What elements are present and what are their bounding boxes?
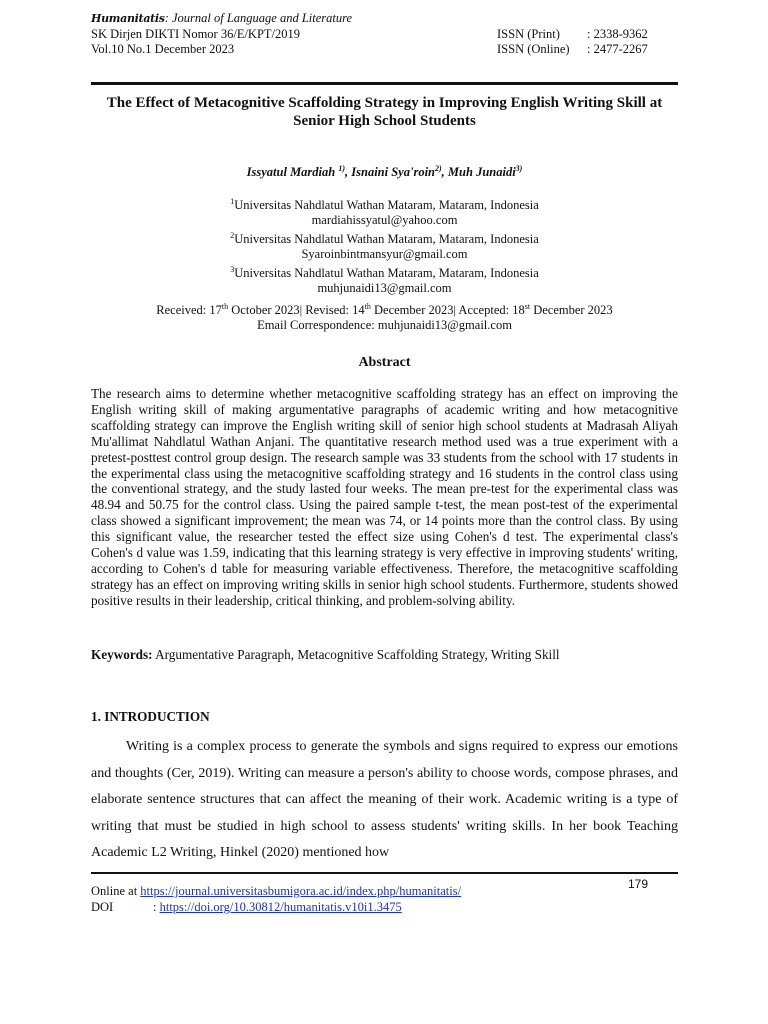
affiliation-institution: Universitas Nahdlatul Wathan Mataram, Mataram, Indonesia [234, 232, 539, 247]
journal-name: : Journal of Language and Literature [164, 11, 353, 25]
keywords-label: Keywords: [91, 647, 153, 662]
issn-online-label: ISSN (Online) [497, 42, 570, 56]
keywords [91, 647, 678, 663]
date-line [91, 299, 678, 318]
received-date: Received: 17 [156, 303, 222, 318]
issn-print-label: ISSN (Print) [497, 27, 560, 41]
abstract-text: The research aims to determine whether metacognitive scaffolding strategy has an effect on improving the English writing skill of making argumentative paragraphs of academic writing and how metacognitive scaffolding strategy can improve the English writing skill of senior high school students at Madrasah Aliyah Mu'allimat Nahdlatul Wathan Anjani. The quantitative research method used was a true experiment with a pretest-posttest control group design. The research sample was 33 students from the school with 17 students in the experimental class using the metacognitive scaffolding strategy and 16 students in the control class using the conventional strategy, and the study lasted four weeks. The mean pre-test for the experimental class was 48.94 and 50.75 for the control class. Using the paired sample t-test, the mean post-test of the experimental class showed a significant improvement; the mean was 74, or 14 points more than the control class. By using this significant value, the researcher tested the effect size using Cohen's d test. The experimental class's Cohen's d value was 1.59, indicating that this learning strategy is very effective in improving students' writing, according to Cohen's d table for measuring variable effectiveness. Therefore, the metacognitive scaffolding strategy has an effect on improving writing skills in senior high school students. Furthermore, students showed positive results in their leadership, critical thinking, and problem-solving ability. [91, 386, 678, 608]
issn-print-value: : 2338-9362 [587, 27, 648, 41]
affiliation-item [91, 262, 678, 281]
journal-url-link[interactable]: https://journal.universitasbumigora.ac.id/index.php/humanitatis/ [140, 884, 462, 898]
author-name: Issyatul Mardiah [246, 165, 339, 180]
email-correspondence: Email Correspondence: muhjunaidi13@gmail.com [257, 318, 512, 333]
author-marker: 1) [338, 164, 346, 173]
online-line [91, 883, 461, 899]
affiliation-item [91, 228, 678, 247]
doi-separator: : [153, 900, 160, 914]
header-divider [91, 82, 678, 85]
volume-info: Vol.10 No.1 December 2023 [91, 42, 235, 56]
page-footer [91, 883, 461, 915]
affiliation-email: mardiahissyatul@yahoo.com [311, 213, 458, 228]
paper-title [91, 94, 678, 130]
affiliation-institution: Universitas Nahdlatul Wathan Mataram, Mataram, Indonesia [234, 266, 539, 281]
affiliation-email: muhjunaidi13@gmail.com [317, 281, 452, 296]
accepted-date-tail: December 2023 [530, 303, 613, 318]
author-name: Muh Junaidi [447, 165, 516, 180]
issn-block [497, 27, 648, 57]
page-number: 179 [628, 877, 649, 891]
affiliation-marker: 1 [230, 197, 235, 206]
ordinal-suffix: th [364, 302, 371, 311]
introduction-paragraph: Writing is a complex process to generate the symbols and signs required to express our emotions and thoughts (Cer, 2019). Writing can measure a person's ability to choose words, compose phrases, and elaborate sentence structures that can affect the meaning of their work. Academic writing is a type of writing that must be studied in high school to assess students' writing skills. In her book Teaching Academic L2 Writing, Hinkel (2020) mentioned how [91, 739, 678, 860]
ordinal-suffix: th [221, 302, 229, 311]
keywords-list: Argumentative Paragraph, Metacognitive Scaffolding Strategy, Writing Skill [152, 647, 560, 662]
journal-header [91, 11, 352, 26]
section-heading-introduction: 1. INTRODUCTION [91, 709, 210, 724]
submission-dates [91, 299, 678, 333]
doi-label: DOI [91, 900, 114, 914]
accepted-date: December 2023| Accepted: 18 [370, 303, 525, 318]
online-label: Online at [91, 884, 141, 898]
affiliation-item [91, 194, 678, 213]
sk-number: SK Dirjen DIKTI Nomor 36/E/KPT/2019 [91, 27, 301, 41]
author-marker: 3) [515, 164, 523, 173]
revised-date: October 2023| Revised: 14 [228, 303, 365, 318]
affiliation-institution: Universitas Nahdlatul Wathan Mataram, Mataram, Indonesia [234, 198, 539, 213]
author-name: Isnaini Sya'roin [351, 165, 435, 180]
affiliation-list [91, 194, 678, 296]
author-list [91, 164, 678, 180]
affiliation-marker: 3 [230, 265, 235, 275]
affiliation-marker: 2 [230, 231, 235, 241]
issn-online-value: : 2477-2267 [587, 42, 648, 56]
affiliation-email: Syaroinbintmansyur@gmail.com [301, 247, 468, 262]
author-marker: 2) [435, 164, 442, 173]
abstract-heading: Abstract [358, 355, 411, 370]
journal-registration [91, 27, 300, 57]
paper-title-line-1: The Effect of Metacognitive Scaffolding Strategy in Improving English Writing Skill at [106, 95, 663, 111]
journal-logo: Humanitatis [91, 12, 165, 25]
ordinal-suffix: st [524, 302, 531, 311]
footer-divider [91, 872, 678, 874]
doi-line [91, 899, 461, 915]
author-separator: , [441, 165, 448, 180]
author-separator: , [345, 165, 352, 180]
doi-link[interactable]: https://doi.org/10.30812/humanitatis.v10i1.3475 [159, 900, 402, 914]
paper-title-line-2: Senior High School Students [293, 113, 476, 129]
